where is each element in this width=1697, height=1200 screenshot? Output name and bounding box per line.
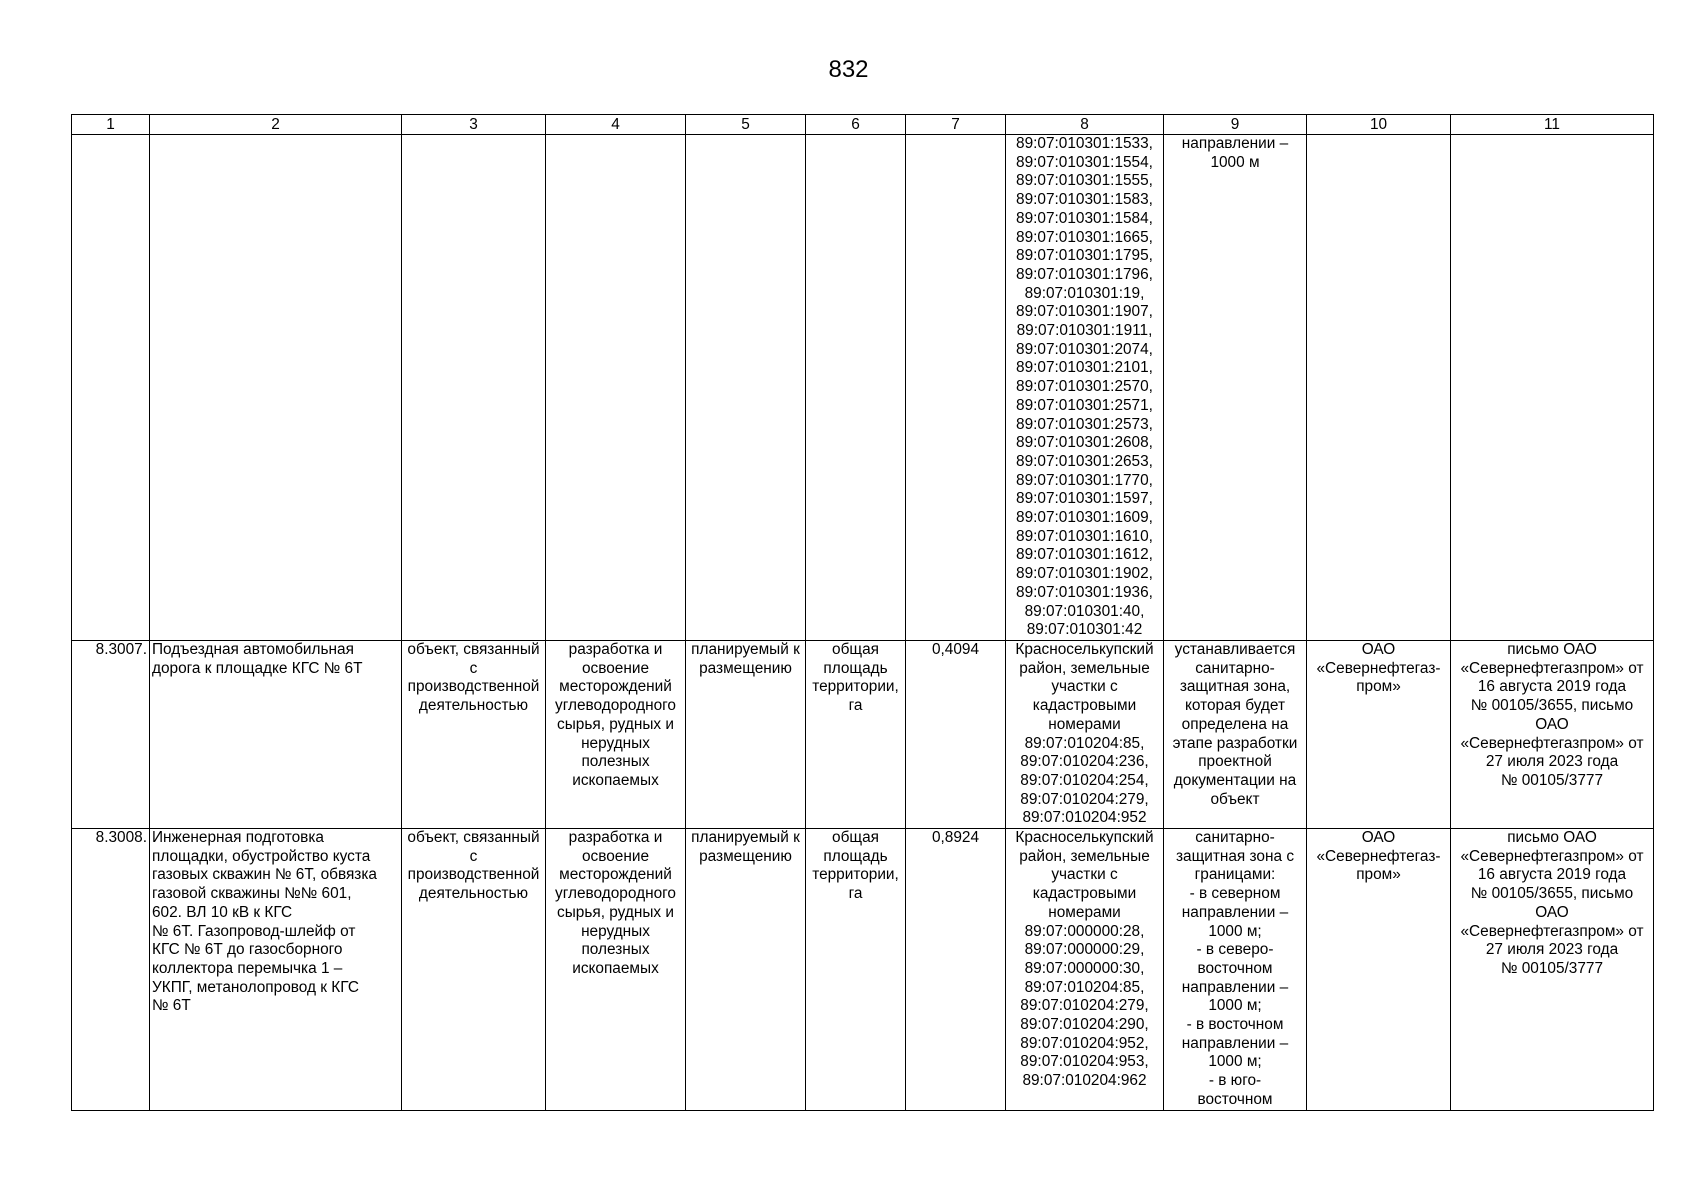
table-row-8-3007 [72, 640, 1654, 828]
cell-line: 1000 м; [1208, 1053, 1262, 1071]
cell-category [402, 135, 546, 641]
cell-line: 16 августа 2019 года [1477, 678, 1627, 696]
cell-line: 89:07:010301:2571, [1016, 396, 1153, 414]
cell-line: «Севернефтегазпром» от [1460, 922, 1644, 940]
cell-line: направлении – [1181, 135, 1289, 152]
cell-line: 89:07:010301:1554, [1016, 153, 1153, 171]
cell-line: 89:07:010204:236, [1020, 753, 1149, 771]
cell-line: номерами [1048, 715, 1121, 733]
cell-line: 89:07:010301:2653, [1016, 452, 1153, 470]
header-row [72, 115, 1654, 135]
registry-table [71, 114, 1654, 1111]
cell-number: 8.3007. [72, 640, 150, 828]
cell-line: - в восточном [1186, 1016, 1284, 1034]
column-header-4: 4 [546, 115, 686, 135]
cell-line: кадастровыми [1032, 697, 1137, 715]
cell-line: санитарно- [1195, 829, 1275, 847]
cell-line: - в северном [1189, 885, 1281, 903]
cell-line: № 00105/3655, письмо [1470, 697, 1634, 715]
cell-value: 0,8924 [906, 829, 1006, 1111]
cell-line: газовых скважин № 6Т, обвязка [152, 866, 377, 884]
cell-owner [1307, 135, 1451, 641]
cell-line: 89:07:010204:952 [1022, 809, 1147, 827]
cell-line: 89:07:010204:962 [1022, 1072, 1147, 1090]
cell-line: проектной [1198, 753, 1272, 771]
cell-line: № 00105/3777 [1500, 771, 1604, 789]
cell-line: участки с [1051, 866, 1118, 884]
cell-value [906, 135, 1006, 641]
cell-characteristic [806, 135, 906, 641]
cell-line: 89:07:010204:279, [1020, 790, 1149, 808]
cell-line: 89:07:000000:29, [1024, 941, 1145, 959]
cell-line: объект [1210, 790, 1260, 808]
cell-line: площадки, обустройство куста [152, 847, 371, 865]
cell-zone [1164, 829, 1307, 1111]
cell-name: Подъездная автомобильная дорога к площадке КГС № 6Т [150, 640, 402, 828]
cell-line: «Севернефтегазпром» от [1460, 734, 1644, 752]
cell-status: планируемый к размещению [686, 640, 806, 828]
cell-line: защитная зона с [1175, 847, 1295, 865]
cell-line: 89:07:000000:28, [1024, 922, 1145, 940]
cell-number [72, 135, 150, 641]
cell-line: 89:07:010301:2573, [1016, 415, 1153, 433]
cell-name [150, 829, 402, 1111]
column-header-1: 1 [72, 115, 150, 135]
table-row-continuation [72, 135, 1654, 641]
cell-line: определена на [1181, 715, 1289, 733]
cell-location [1006, 640, 1164, 828]
cell-line: 89:07:010204:85, [1024, 978, 1145, 996]
cell-owner [1307, 640, 1451, 828]
cell-line: № 00105/3777 [1500, 959, 1604, 977]
cell-line: документации на [1173, 771, 1297, 789]
column-header-9: 9 [1164, 115, 1307, 135]
cell-line: «Севернефтегазпром» от [1460, 659, 1644, 677]
cell-line: 89:07:010301:2608, [1016, 434, 1153, 452]
cell-status: планируемый к размещению [686, 829, 806, 1111]
cell-line: 89:07:010301:2074, [1016, 340, 1153, 358]
cell-line: которая будет [1184, 697, 1286, 715]
cell-line: границами: [1194, 866, 1276, 884]
cell-purpose [546, 135, 686, 641]
cell-line: Инженерная подготовка [152, 829, 324, 847]
cell-line: № 00105/3655, письмо [1470, 885, 1634, 903]
cell-line: КГС № 6Т до газосборного [152, 941, 343, 959]
cell-line: направлении – [1181, 903, 1289, 921]
cell-purpose: разработка и освоение месторождений углеводородного сырья, рудных и нерудных полезных ископаемых [546, 829, 686, 1111]
cell-line: Красноселькупский [1015, 640, 1154, 658]
cell-line: 89:07:010204:85, [1024, 734, 1145, 752]
cell-line: 89:07:010301:1612, [1016, 546, 1153, 564]
cell-zone [1164, 135, 1307, 641]
cell-line: 89:07:010301:1555, [1016, 172, 1153, 190]
cell-line: восточном [1197, 1090, 1273, 1108]
cell-line: № 6Т. Газопровод-шлейф от [152, 922, 356, 940]
cell-line: 27 июля 2023 года [1485, 753, 1619, 771]
cell-purpose: разработка и освоение месторождений углеводородного сырья, рудных и нерудных полезных ископаемых [546, 640, 686, 828]
cell-line: устанавливается [1174, 640, 1296, 658]
cell-line: 89:07:010301:42 [1026, 621, 1143, 639]
cell-line: 89:07:010301:40, [1024, 602, 1145, 620]
cell-line: - в юго- [1208, 1072, 1262, 1090]
cell-line: «Севернефтегаз- [1316, 659, 1441, 677]
cell-location [1006, 135, 1164, 641]
cell-category: объект, связанный с производственной деятельностью [402, 829, 546, 1111]
cell-line: участки с [1051, 678, 1118, 696]
cell-number: 8.3008. [72, 829, 150, 1111]
cell-line: район, земельные [1019, 659, 1150, 677]
cell-line: 89:07:010301:1907, [1016, 303, 1153, 321]
cell-line: пром» [1356, 866, 1401, 884]
cell-line: письмо ОАО [1507, 829, 1597, 847]
cell-line: 89:07:010204:953, [1020, 1053, 1149, 1071]
cell-line: 89:07:010301:1533, [1016, 135, 1153, 152]
cell-category: объект, связанный с производственной деятельностью [402, 640, 546, 828]
cell-status [686, 135, 806, 641]
cell-line: санитарно- [1195, 659, 1275, 677]
cell-document [1451, 135, 1654, 641]
cell-line: 89:07:010301:19, [1024, 284, 1145, 302]
cell-line: 89:07:010301:1770, [1016, 471, 1153, 489]
page-number: 832 [828, 56, 869, 83]
cell-line: 89:07:010301:1936, [1016, 583, 1153, 601]
cell-line: - в северо- [1196, 941, 1274, 959]
cell-line: «Севернефтегаз- [1316, 847, 1441, 865]
cell-line: УКПГ, метанолопровод к КГС [152, 978, 359, 996]
cell-line: письмо ОАО [1507, 640, 1597, 658]
cell-line: 89:07:010301:1665, [1016, 228, 1153, 246]
cell-line: 16 августа 2019 года [1477, 866, 1627, 884]
cell-line: ОАО [1535, 715, 1569, 733]
cell-line: 89:07:010301:1609, [1016, 509, 1153, 527]
cell-line: газовой скважины №№ 601, [152, 885, 352, 903]
cell-line: 89:07:010301:2570, [1016, 378, 1153, 396]
cell-line: ОАО [1361, 640, 1396, 658]
cell-line: этапе разработки [1172, 734, 1298, 752]
cell-line: коллектора перемычка 1 – [152, 959, 343, 977]
cell-line: кадастровыми [1032, 885, 1137, 903]
cell-line: номерами [1048, 903, 1121, 921]
cell-line: направлении – [1181, 1034, 1289, 1052]
cell-line: 89:07:010301:1597, [1016, 490, 1153, 508]
cell-line: 89:07:010204:952, [1020, 1034, 1149, 1052]
cell-line: 89:07:010301:1796, [1016, 265, 1153, 283]
cell-line: пром» [1356, 678, 1401, 696]
cell-line: 1000 м; [1208, 997, 1262, 1015]
cell-line: 89:07:010301:1584, [1016, 209, 1153, 227]
column-header-6: 6 [806, 115, 906, 135]
column-header-11: 11 [1451, 115, 1654, 135]
cell-line: 89:07:010301:1583, [1016, 191, 1153, 209]
column-header-3: 3 [402, 115, 546, 135]
cell-line: 89:07:010301:1795, [1016, 247, 1153, 265]
cell-line: 89:07:010301:1911, [1016, 322, 1153, 340]
cell-characteristic: общая площадь территории, га [806, 829, 906, 1111]
cell-line: «Севернефтегазпром» от [1460, 847, 1644, 865]
cell-zone [1164, 640, 1307, 828]
cell-line: 89:07:010301:1902, [1016, 565, 1153, 583]
cell-location [1006, 829, 1164, 1111]
cell-line: 1000 м [1210, 153, 1260, 171]
column-header-10: 10 [1307, 115, 1451, 135]
table-row-8-3008 [72, 829, 1654, 1111]
cell-name [150, 135, 402, 641]
cell-document [1451, 640, 1654, 828]
cell-line: 27 июля 2023 года [1485, 941, 1619, 959]
cell-line: район, земельные [1019, 847, 1150, 865]
column-header-2: 2 [150, 115, 402, 135]
cell-line: Красноселькупский [1015, 829, 1154, 847]
cell-line: № 6Т [152, 997, 191, 1015]
cell-line: восточном [1197, 959, 1273, 977]
cell-value: 0,4094 [906, 640, 1006, 828]
cell-line: 89:07:010301:2101, [1016, 359, 1153, 377]
column-header-8: 8 [1006, 115, 1164, 135]
cell-line: 89:07:000000:30, [1024, 959, 1145, 977]
cell-line: ОАО [1361, 829, 1396, 847]
cell-document [1451, 829, 1654, 1111]
column-header-5: 5 [686, 115, 806, 135]
cell-line: 1000 м; [1208, 922, 1262, 940]
cell-line: направлении – [1181, 978, 1289, 996]
column-header-7: 7 [906, 115, 1006, 135]
cell-owner [1307, 829, 1451, 1111]
cell-line: 89:07:010204:279, [1020, 997, 1149, 1015]
cell-line: 89:07:010301:1610, [1016, 527, 1153, 545]
cell-characteristic: общая площадь территории, га [806, 640, 906, 828]
cell-line: 89:07:010204:254, [1020, 771, 1149, 789]
cell-line: ОАО [1535, 903, 1569, 921]
cell-line: 602. ВЛ 10 кВ к КГС [152, 903, 293, 921]
cell-line: защитная зона, [1179, 678, 1291, 696]
cell-line: 89:07:010204:290, [1020, 1016, 1149, 1034]
